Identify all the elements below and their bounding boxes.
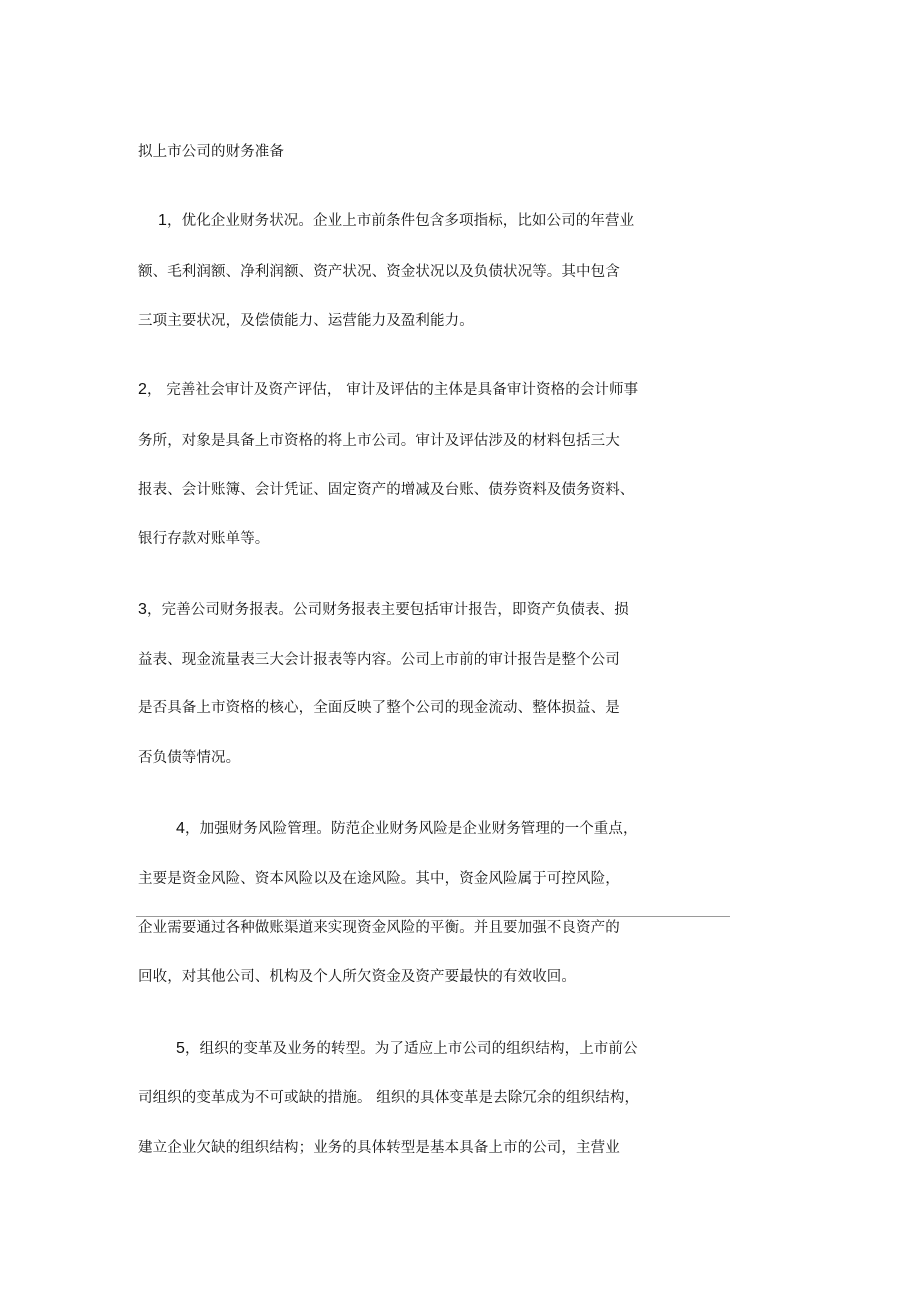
section-5-line-3: 建立企业欠缺的组织结构；业务的具体转型是基本具备上市的公司，主营业 [138,1140,620,1156]
section-1-line-2: 额、毛利润额、净利润额、资产状况、资金状况以及负债状况等。其中包含 [138,264,620,280]
section-text: ，优化企业财务状况。企业上市前条件包含多项指标，比如公司的年营业 [167,213,635,229]
section-number: 1 [158,212,167,229]
section-5-line-1 [176,1039,638,1059]
section-text: ，完善公司财务报表。公司财务报表主要包括审计报告，即资产负债表、损 [147,602,629,618]
section-3-line-2: 益表、现金流量表三大会计报表等内容。公司上市前的审计报告是整个公司 [138,652,620,668]
section-1-line-3: 三项主要状况，及偿债能力、运营能力及盈利能力。 [138,313,474,329]
section-5-line-2: 司组织的变革成为不可或缺的措施。 组织的具体变革是去除冗余的组织结构， [138,1090,640,1106]
section-2-line-3: 报表、会计账簿、会计凭证、固定资产的增减及台账、债券资料及债务资料、 [138,482,635,498]
section-text: ，组织的变革及业务的转型。为了适应上市公司的组织结构，上市前公 [185,1041,638,1057]
section-2-line-4: 银行存款对账单等。 [138,531,270,547]
section-number: 4 [176,820,185,837]
section-3-line-1 [138,600,629,620]
section-number: 5 [176,1040,185,1057]
section-3-line-3: 是否具备上市资格的核心，全面反映了整个公司的现金流动、整体损益、是 [138,700,620,716]
section-2-line-2: 务所，对象是具备上市资格的将上市公司。审计及评估涉及的材料包括三大 [138,433,620,449]
section-2-line-1 [138,380,638,400]
section-text: ， 完善社会审计及资产评估， 审计及评估的主体是具备审计资格的会计师事 [147,382,639,398]
section-number: 3 [138,601,147,618]
section-text: ，加强财务风险管理。防范企业财务风险是企业财务管理的一个重点， [185,821,638,837]
section-1-line-1 [158,211,634,231]
section-3-line-4: 否负债等情况。 [138,750,241,766]
section-4-line-3: 企业需要通过各种做账渠道来实现资金风险的平衡。并且要加强不良资产的 [138,920,620,936]
section-4-line-2: 主要是资金风险、资本风险以及在途风险。其中，资金风险属于可控风险， [138,871,620,887]
section-4-line-4: 回收，对其他公司、机构及个人所欠资金及资产要最快的有效收回。 [138,969,576,985]
horizontal-rule [136,916,730,917]
document-title: 拟上市公司的财务准备 [138,144,284,160]
section-4-line-1 [176,819,638,839]
section-number: 2 [138,381,147,398]
